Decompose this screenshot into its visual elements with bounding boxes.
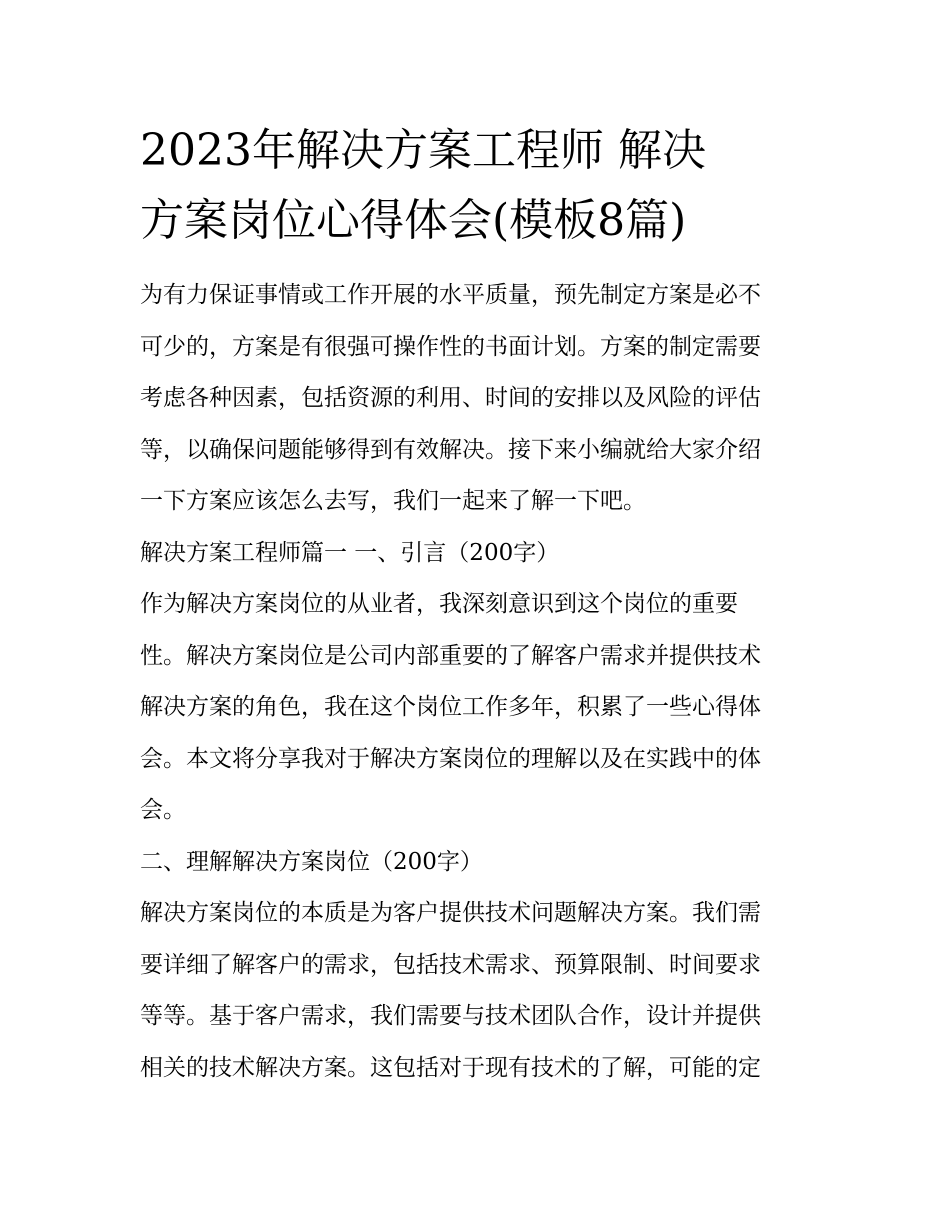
section1-line: 性。解决方案岗位是公司内部重要的了解客户需求并提供技术 xyxy=(140,642,761,669)
section1-line: 会。 xyxy=(140,797,186,823)
intro-line: 考虑各种因素，包括资源的利用、时间的安排以及风险的评估 xyxy=(140,385,761,411)
section1-line: 作为解决方案岗位的从业者，我深刻意识到这个岗位的重要 xyxy=(140,591,738,617)
section2-paragraph xyxy=(140,888,812,1094)
section2-line: 等等。基于客户需求，我们需要与技术团队合作，设计并提供 xyxy=(140,1003,761,1029)
section1-heading xyxy=(140,528,812,580)
title-line-1: 2023年解决方案工程师 解决 xyxy=(140,125,706,176)
intro-paragraph xyxy=(140,270,812,528)
intro-line: 一下方案应该怎么去写，我们一起来了解一下吧。 xyxy=(140,488,646,514)
section1-heading-text: 解决方案工程师篇一 一、引言（200字） xyxy=(140,539,560,566)
document-body xyxy=(140,116,812,1094)
intro-line: 可少的，方案是有很强可操作性的书面计划。方案的制定需要 xyxy=(140,333,761,360)
intro-line: 等，以确保问题能够得到有效解决。接下来小编就给大家介绍 xyxy=(140,436,761,463)
intro-line: 为有力保证事情或工作开展的水平质量，预先制定方案是必不 xyxy=(140,282,761,308)
section2-line: 解决方案岗位的本质是为客户提供技术问题解决方案。我们需 xyxy=(140,900,761,926)
section1-line: 解决方案的角色，我在这个岗位工作多年，积累了一些心得体 xyxy=(140,694,761,720)
section2-heading xyxy=(140,837,812,889)
section2-line: 相关的技术解决方案。这包括对于现有技术的了解，可能的定 xyxy=(140,1054,761,1081)
section1-paragraph xyxy=(140,579,812,837)
document-title xyxy=(140,116,812,256)
title-line-2: 方案岗位心得体会(模板8篇) xyxy=(140,195,687,246)
section1-line: 会。本文将分享我对于解决方案岗位的理解以及在实践中的体 xyxy=(140,745,761,772)
section2-heading-text: 二、理解解决方案岗位（200字） xyxy=(140,848,483,875)
section2-line: 要详细了解客户的需求，包括技术需求、预算限制、时间要求 xyxy=(140,951,761,978)
